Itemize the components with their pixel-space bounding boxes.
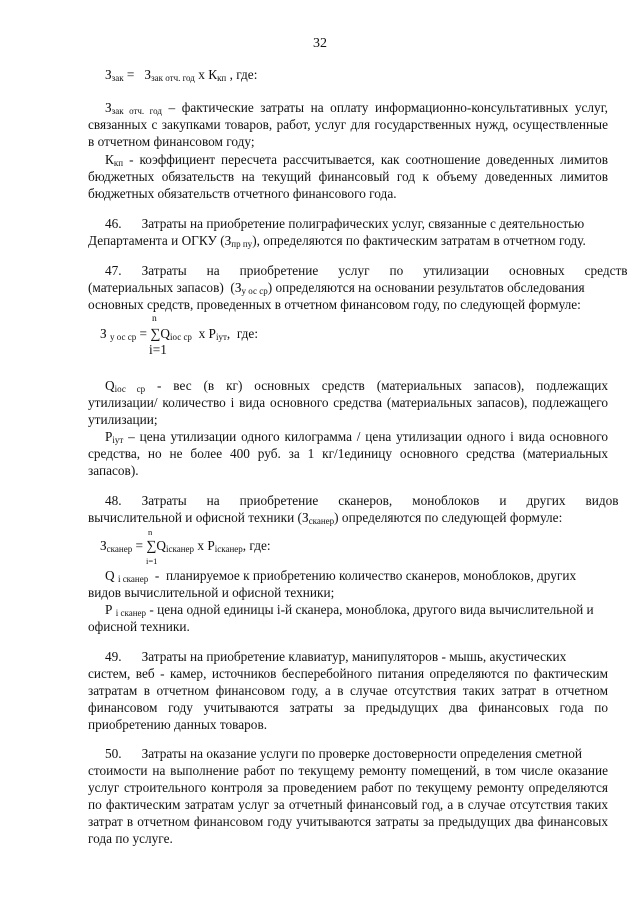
formula-ut-q: Q bbox=[160, 326, 170, 341]
def-pscan-symbol-sub: i сканер bbox=[115, 608, 147, 618]
def-p-symbol-sub: iут bbox=[112, 435, 124, 445]
formula-scan-lhs: З bbox=[100, 538, 107, 553]
formula-scan-p-sub: iсканер bbox=[214, 544, 243, 554]
formula-ut-p-sub: iут bbox=[215, 332, 227, 342]
formula-scan-eq: = bbox=[132, 538, 147, 553]
para-48-text-b: ) определяются по следующей формуле: bbox=[334, 510, 563, 525]
para-47-text-b: ) определяются на основании результатов обследования bbox=[267, 280, 585, 295]
def-kp-text: - коэффициент пересчета рассчитывается, как соотношение доведенных лимитов bbox=[123, 152, 608, 167]
def-p-text: – цена утилизации одного килограмма / цена утилизации одного i вида основного bbox=[123, 429, 608, 444]
para-50-line6: года по услуге. bbox=[88, 831, 173, 846]
para-47-line3: основных средств, проведенных в отчетном финансовом году, по следующей формуле: bbox=[88, 297, 581, 312]
def-kp-line3: бюджетных обязательств отчетного финансового года. bbox=[88, 186, 397, 201]
def-pscan-text: - цена одной единицы i-й сканера, моноблока, другого вида вычислительной и bbox=[146, 602, 594, 617]
def-q-text: - вес (в кг) основных средств (материальных запасов), подлежащих bbox=[145, 378, 608, 393]
para-48-text-a: вычислительной и офисной техники (З bbox=[88, 510, 309, 525]
def-q-line3: утилизации; bbox=[88, 412, 158, 427]
formula-zak-lhs: З bbox=[105, 67, 112, 82]
def-qscan-line2: видов вычислительной и офисной техники; bbox=[88, 585, 335, 600]
para-46-line2 bbox=[88, 232, 608, 253]
para-46-text-a: Департамента и ОГКУ (З bbox=[88, 233, 232, 248]
formula-scan-q: Q bbox=[156, 538, 166, 553]
para-46-sub: пр пу bbox=[231, 239, 253, 249]
def-pscan-line2: офисной техники. bbox=[88, 619, 190, 634]
def-p-symbol: Р bbox=[105, 429, 113, 444]
formula-scan-lower-limit: i=1 bbox=[146, 556, 158, 566]
def-zak-line2: связанных с закупками товаров, работ, услуг для государственных нужд, осуществленные bbox=[88, 117, 608, 132]
formula-zak-times: х К bbox=[194, 67, 218, 82]
formula-scan-lhs-sub: сканер bbox=[106, 544, 133, 554]
para-50-line4: по фактическим затратам услуг за отчетный финансовый год, а в случае отсутствия таких bbox=[88, 797, 608, 812]
formula-ut-sum-sign: ∑ bbox=[150, 327, 161, 342]
def-p-line2: средства, но не более 400 руб. за 1 кг/1единицу основного средства (материальных bbox=[88, 446, 608, 461]
formula-zak-k-sub: кп bbox=[217, 73, 227, 83]
formula-ut-tail: , где: bbox=[226, 326, 259, 341]
para-49-line2: систем, веб - камер, источников бесперебойного питания определяются по фактическим bbox=[88, 666, 608, 681]
formula-ut-times: х Р bbox=[191, 326, 216, 341]
para-46-text-b: ), определяются по фактическим затратам в отчетном году. bbox=[252, 233, 586, 248]
formula-scan-q-sub: iсканер bbox=[165, 544, 195, 554]
def-q-symbol-sub: iос ср bbox=[114, 384, 146, 394]
formula-zak-eq: = З bbox=[123, 67, 152, 82]
para-49-line1: 49. Затраты на приобретение клавиатур, манипуляторов - мышь, акустических bbox=[105, 649, 567, 664]
para-47-line1: 47. Затраты на приобретение услуг по утилизации основных средств bbox=[105, 263, 628, 278]
formula-zak bbox=[105, 66, 625, 87]
formula-ut-lower-limit: i=1 bbox=[149, 342, 167, 357]
def-qscan-symbol-sub: i сканер bbox=[117, 574, 149, 584]
def-zak-line3: в отчетном финансовом году; bbox=[88, 134, 255, 149]
para-47-sub: у ос ср bbox=[241, 286, 268, 296]
def-pscan-symbol: Р bbox=[105, 602, 116, 617]
page-number: 32 bbox=[313, 36, 327, 51]
def-zak-symbol-sub: зак отч. год bbox=[111, 106, 162, 116]
formula-ut-eq: = bbox=[136, 326, 151, 341]
def-p-line3: запасов). bbox=[88, 463, 139, 478]
formula-zak-tail: , где: bbox=[226, 67, 258, 82]
para-50-line3: услуг строительного контроля за проведением работ по текущему ремонту определяются bbox=[88, 780, 608, 795]
formula-scan-upper-limit: n bbox=[148, 527, 153, 537]
formula-ut-q-sub: iос ср bbox=[169, 332, 192, 342]
para-49-line3: затратам в отчетном финансовом году, а в случае отсутствия таких затрат в отчетном bbox=[88, 683, 608, 698]
para-49-line4: финансовом году учитываются затраты за предыдущих два финансовых года по bbox=[88, 700, 608, 715]
formula-ut-lhs: З bbox=[100, 326, 110, 341]
para-48-sub: сканер bbox=[308, 516, 335, 526]
def-q-symbol: Q bbox=[105, 378, 115, 393]
def-qscan-text: - планируемое к приобретению количество сканеров, моноблоков, других bbox=[148, 568, 577, 583]
formula-scan-sum-sign: ∑ bbox=[146, 539, 157, 554]
para-48-line1: 48. Затраты на приобретение сканеров, моноблоков и других видов bbox=[105, 493, 619, 508]
formula-zak-rhs-sub: зак отч. год bbox=[151, 73, 195, 83]
formula-zak-lhs-sub: зак bbox=[111, 73, 124, 83]
def-q-line2: утилизации/ количество i вида основного средства (материальных запасов), подлежащего bbox=[88, 395, 608, 410]
formula-ut-upper-limit: n bbox=[152, 314, 157, 324]
para-50-line5: затрат в отчетном финансовом году учитываются затраты за предыдущих два финансовых bbox=[88, 814, 608, 829]
para-50-line2: стоимости на выполнение работ по текущему ремонту помещений, в том числе оказание bbox=[88, 763, 608, 778]
def-zak-symbol: З bbox=[105, 100, 112, 115]
para-49-line5: приобретению данных товаров. bbox=[88, 717, 268, 732]
def-qscan-symbol: Q bbox=[105, 568, 118, 583]
para-47-text-a: (материальных запасов) (З bbox=[88, 280, 242, 295]
def-kp-symbol: К bbox=[105, 152, 114, 167]
def-zak-text: – фактические затраты на оплату информационно-консультативных услуг, bbox=[161, 100, 608, 115]
def-kp-line2: бюджетных обязательств на текущий финансовый год к объему доведенных лимитов bbox=[88, 169, 608, 184]
para-50-line1: 50. Затраты на оказание услуги по проверке достоверности определения сметной bbox=[105, 746, 582, 761]
formula-ut-lhs-sub: у ос ср bbox=[110, 332, 137, 342]
para-46-line1: 46. Затраты на приобретение полиграфических услуг, связанные с деятельностью bbox=[105, 216, 585, 231]
formula-scan-times: х Р bbox=[194, 538, 215, 553]
formula-scan-tail: , где: bbox=[242, 538, 271, 553]
def-kp-symbol-sub: кп bbox=[113, 158, 124, 168]
